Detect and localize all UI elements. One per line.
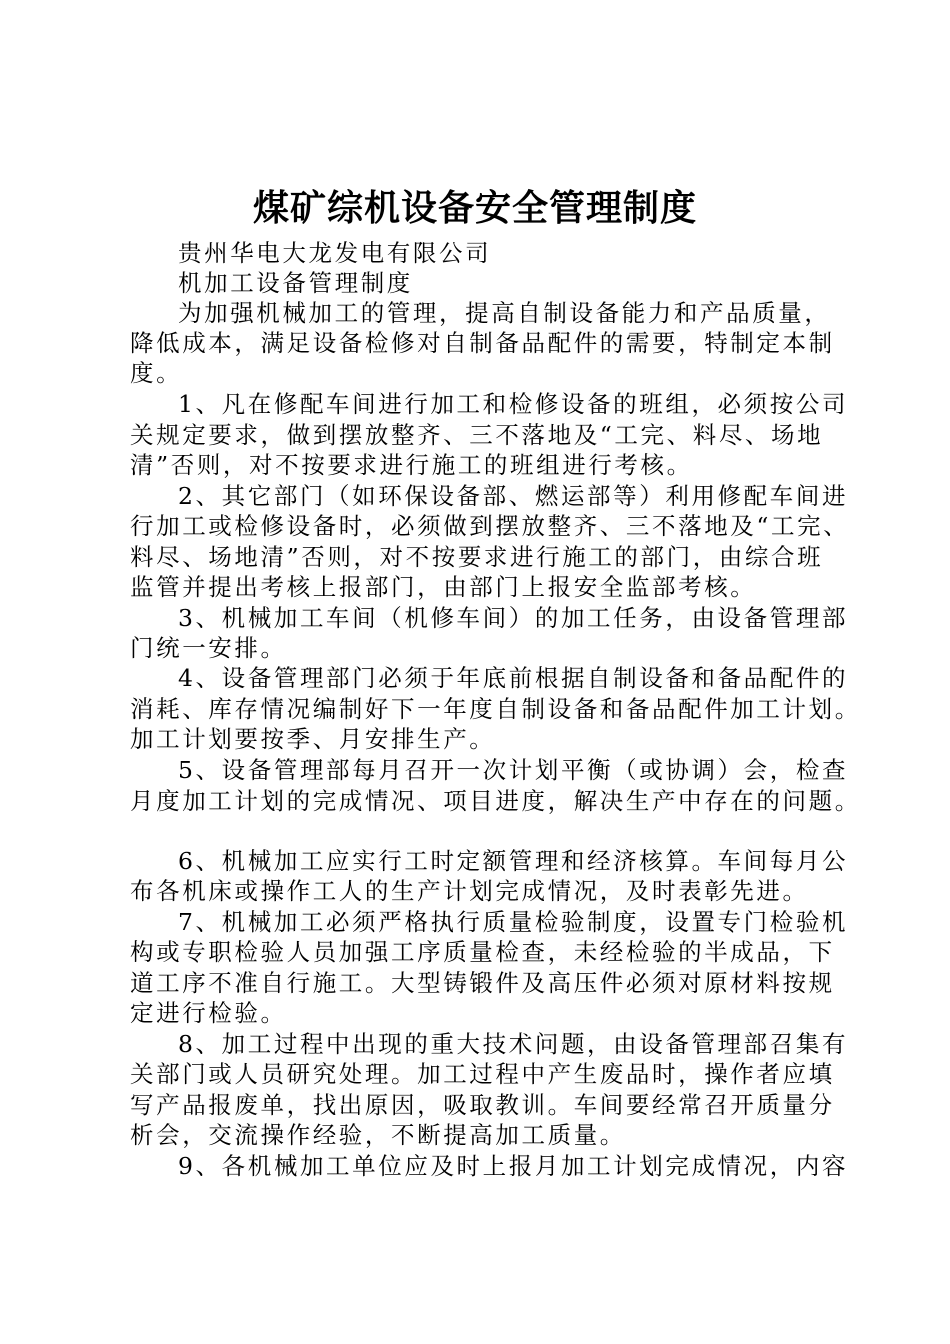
text-line: 料尽、场地清”否则，对不按要求进行施工的部门，由综合班 bbox=[130, 543, 824, 571]
text-line: 监管并提出考核上报部门，由部门上报安全监部考核。 bbox=[130, 573, 757, 601]
text-line: 关部门或人员研究处理。加工过程中产生废品时，操作者应填 bbox=[130, 1060, 835, 1088]
text-line: 定进行检验。 bbox=[130, 999, 287, 1027]
text-line: 7、机械加工必须严格执行质量检验制度，设置专门检验机 bbox=[178, 908, 849, 936]
text-line: 析会，交流操作经验，不断提高加工质量。 bbox=[130, 1121, 626, 1149]
text-line: 为加强机械加工的管理，提高自制设备能力和产品质量， bbox=[178, 299, 831, 327]
text-line: 写产品报废单，找出原因，吸取教训。车间要经常召开质量分 bbox=[130, 1091, 835, 1119]
text-line: 2、其它部门（如环保设备部、燃运部等）利用修配车间进 bbox=[178, 482, 849, 510]
text-line: 6、机械加工应实行工时定额管理和经济核算。车间每月公 bbox=[178, 847, 849, 875]
text-line: 月度加工计划的完成情况、项目进度，解决生产中存在的问题。 bbox=[130, 787, 861, 815]
text-line: 机加工设备管理制度 bbox=[178, 269, 413, 297]
document-title: 煤矿综机设备安全管理制度 bbox=[252, 187, 697, 229]
text-line: 降低成本，满足设备检修对自制备品配件的需要，特制定本制 bbox=[130, 329, 835, 357]
text-line: 道工序不准自行施工。大型铸锻件及高压件必须对原材料按规 bbox=[130, 969, 835, 997]
text-line: 8、加工过程中出现的重大技术问题，由设备管理部召集有 bbox=[178, 1030, 849, 1058]
text-line: 4、设备管理部门必须于年底前根据自制设备和备品配件的 bbox=[178, 664, 849, 692]
text-line: 行加工或检修设备时，必须做到摆放整齐、三不落地及“工完、 bbox=[130, 512, 850, 540]
text-line: 布各机床或操作工人的生产计划完成情况，及时表彰先进。 bbox=[130, 877, 809, 905]
text-line: 贵州华电大龙发电有限公司 bbox=[178, 239, 492, 267]
text-line: 3、机械加工车间（机修车间）的加工任务，由设备管理部 bbox=[178, 604, 849, 632]
text-line: 5、设备管理部每月召开一次计划平衡（或协调）会，检查 bbox=[178, 756, 849, 784]
text-line: 1、凡在修配车间进行加工和检修设备的班组，必须按公司 bbox=[178, 390, 849, 418]
text-line: 加工计划要按季、月安排生产。 bbox=[130, 725, 496, 753]
text-line: 度。 bbox=[130, 359, 183, 387]
text-line: 构或专职检验人员加强工序质量检查，未经检验的半成品，下 bbox=[130, 938, 835, 966]
text-line: 关规定要求，做到摆放整齐、三不落地及“工完、料尽、场地 bbox=[130, 421, 824, 449]
text-line: 消耗、库存情况编制好下一年度自制设备和备品配件加工计划。 bbox=[130, 695, 861, 723]
text-line: 清”否则，对不按要求进行施工的班组进行考核。 bbox=[130, 451, 693, 479]
text-line: 门统一安排。 bbox=[130, 634, 287, 662]
text-line: 9、各机械加工单位应及时上报月加工计划完成情况，内容 bbox=[178, 1152, 849, 1180]
